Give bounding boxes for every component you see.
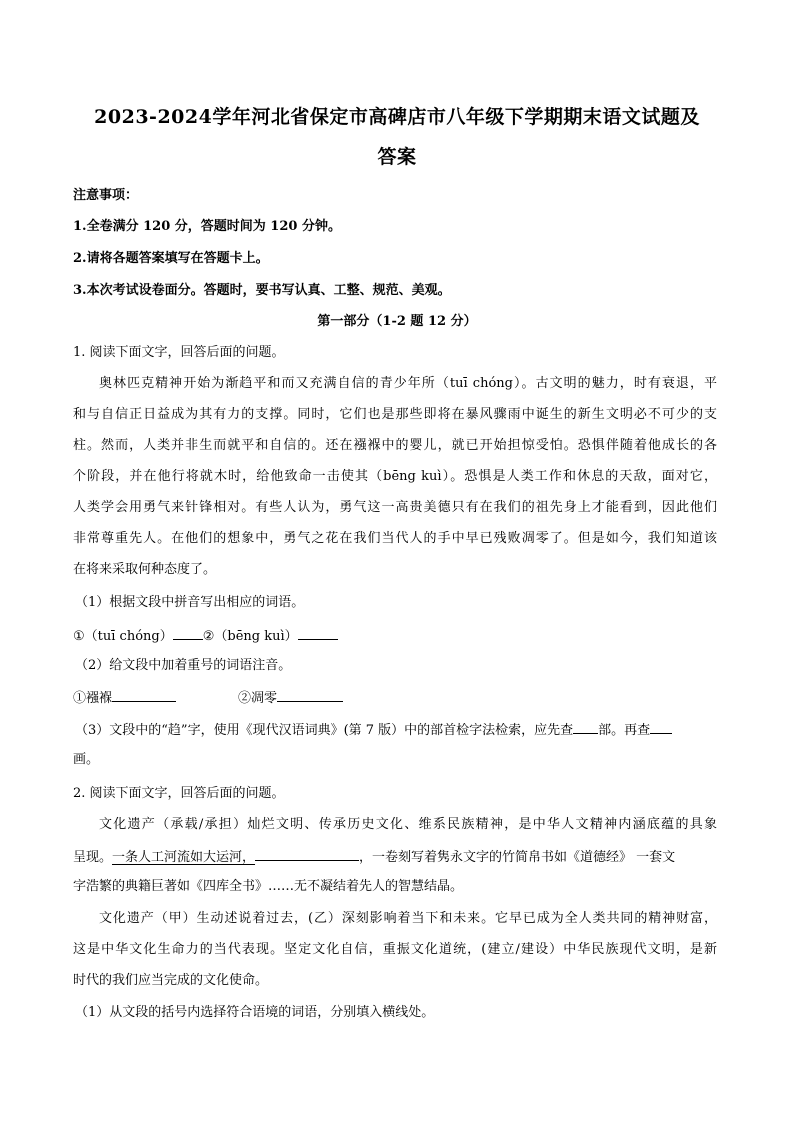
q1-sub3-text-b: 部。再查 xyxy=(598,723,651,738)
q1-sub1-answer-line xyxy=(73,628,338,643)
q2-instruction: 2. 阅读下面文字，回答后面的问题。 xyxy=(73,786,285,801)
q1-passage-line: 个阶段，并在他行将就木时，给他致命一击使其（bēng kuì）。恐惧是人类工作和休息的天敌，面对它， xyxy=(73,469,717,484)
notice-item-2: 2.请将各题答案填写在答题卡上。 xyxy=(73,251,269,266)
q2-passage-line: 这是中华文化生命力的当代表现。坚定文化自信，重振文化道统，(建立/建设）中华民族现代文明，是新 xyxy=(73,942,717,957)
answer-blank[interactable] xyxy=(650,722,672,734)
q2-passage-b: ，一卷刻写着隽永文字的竹简帛书如《道德经》 一套文 xyxy=(359,850,676,865)
q1-instruction: 1. 阅读下面文字，回答后面的问题。 xyxy=(73,345,285,360)
answer-blank[interactable] xyxy=(298,628,338,640)
notice-item-1: 1.全卷满分 120 分，答题时间为 120 分钟。 xyxy=(73,219,341,234)
q1-sub2-answer-line xyxy=(73,690,176,705)
answer-blank[interactable] xyxy=(255,849,359,861)
answer-blank[interactable] xyxy=(573,722,598,734)
q1-passage-line: 人类学会用勇气来针锋相对。有些人认为，勇气这一高贵美德只有在我们的祖先身上才能看到，因此他们 xyxy=(73,500,717,515)
q1-sub2-answer-line-b xyxy=(238,690,343,705)
q2-passage-line: 字浩繁的典籍巨著如《四库全书》……无不凝结着先人的智慧结晶。 xyxy=(73,879,464,894)
q2-underlined-phrase: 一条人工河流如大运河， xyxy=(112,850,256,865)
answer-blank[interactable] xyxy=(277,690,343,702)
section-heading: 第一部分（1-2 题 12 分） xyxy=(317,314,477,329)
q1-passage-line: 在将来采取何种态度了。 xyxy=(73,562,217,577)
doc-title-line2: 答案 xyxy=(377,146,417,168)
q2-sub1-prompt: （1）从文段的括号内选择符合语境的词语，分别填入横线处。 xyxy=(75,1005,435,1020)
q1-sub1-prompt: （1）根据文段中拼音写出相应的词语。 xyxy=(75,595,305,610)
q2-passage-line: 文化遗产（承载/承担）灿烂文明、传承历史文化、维系民族精神，是中华人文精神内涵底蕴的具象 xyxy=(99,817,717,832)
q1-sub1-item-a: ①（tuī chóng） xyxy=(73,629,173,644)
q1-sub1-item-b: ②（bēng kuì） xyxy=(202,629,298,644)
q2-passage-a: 呈现。 xyxy=(73,850,113,865)
notice-item-3: 3.本次考试设卷面分。答题时，要书写认真、工整、规范、美观。 xyxy=(73,283,451,298)
q2-passage-line: 文化遗产（甲）生动述说着过去，(乙）深刻影响着当下和未来。它早已成为全人类共同的精神财富， xyxy=(99,911,717,926)
q1-sub3-prompt xyxy=(75,722,672,737)
q1-sub2-item-b: ②凋零 xyxy=(238,691,278,706)
notice-heading: 注意事项： xyxy=(73,188,139,203)
q1-passage-line: 非常尊重先人。在他们的想象中，勇气之花在我们当代人的手中早已残败凋零了。但是如今，我们知道该 xyxy=(73,531,717,546)
q1-sub2-prompt: （2）给文段中加着重号的词语注音。 xyxy=(75,658,292,673)
doc-title-line1: 2023-2024学年河北省保定市高碑店市八年级下学期期末语文试题及 xyxy=(94,106,700,128)
q1-sub3-continuation: 画。 xyxy=(73,752,100,767)
q1-passage-line: 奥林匹克精神开始为渐趋平和而又充满自信的青少年所（tuī chóng）。古文明的魅力，时有衰退，平 xyxy=(99,376,717,391)
q1-sub3-text-a: （3）文段中的“趋”字，使用《现代汉语词典》(第 7 版）中的部首检字法检索，应先查 xyxy=(75,723,574,738)
q1-passage-line: 和与自信正日益成为其有力的支撑。同时，它们也是那些即将在暴风骤雨中诞生的新生文明必不可少的支 xyxy=(73,407,717,422)
q1-sub2-item-a: ①襁褓 xyxy=(73,691,113,706)
answer-blank[interactable] xyxy=(112,690,176,702)
q2-passage-line: 时代的我们应当完成的文化使命。 xyxy=(73,973,269,988)
answer-blank[interactable] xyxy=(173,628,203,640)
q2-passage-line-2 xyxy=(73,849,675,864)
q1-passage-line: 柱。然而，人类并非生而就平和自信的。还在襁褓中的婴儿，就已开始担惊受怕。恐惧伴随着他成长的各 xyxy=(73,438,717,453)
